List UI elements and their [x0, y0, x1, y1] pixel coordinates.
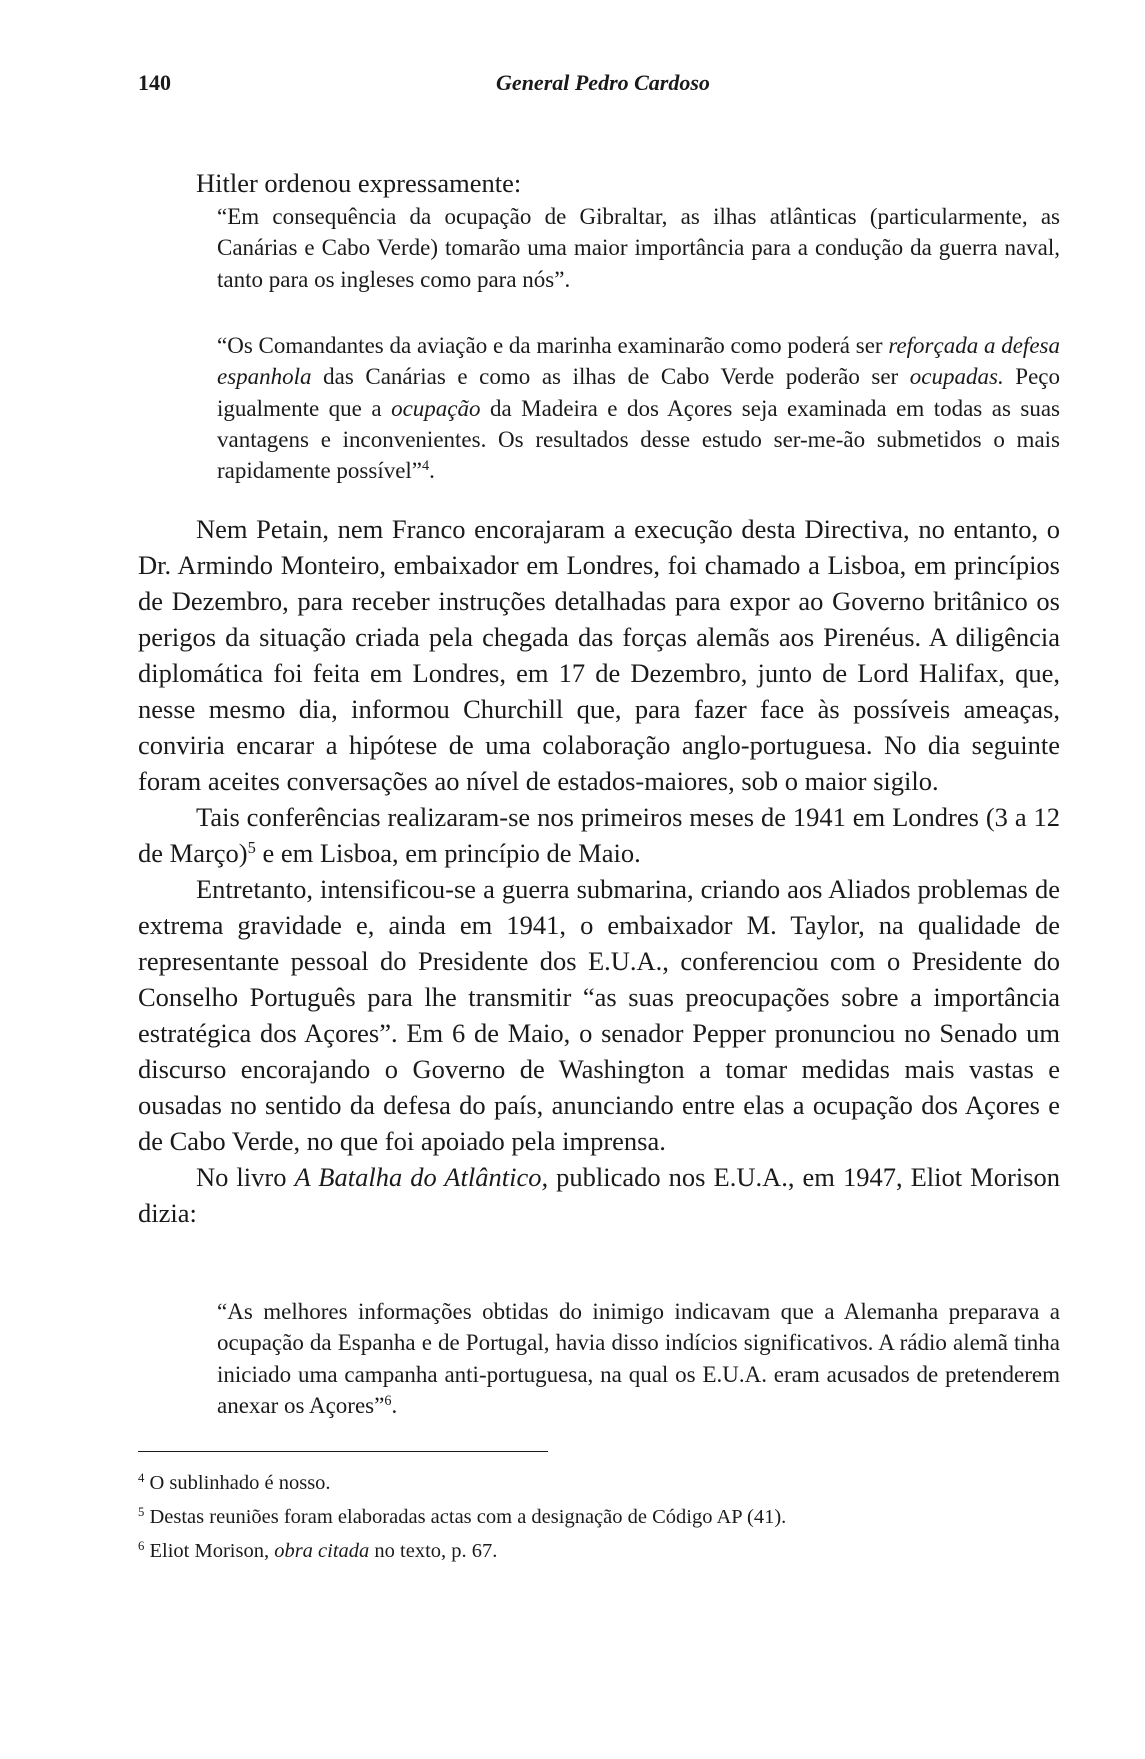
footnote-5: $^5$ Destas reuniões foram elaboradas actas com a designação de Código AP (41). — [138, 1505, 787, 1528]
paragraph-submarine-war: Entretanto, intensificou-se a guerra submarina, criando aos Aliados problemas de extrema gravidade e, ainda em 1941, o embaixador M. Taylor, na qualidade de representante pessoal do Presidente dos E.U.A., conferenciou com o Presidente do Conselho Português para lhe transmitir “as suas preocupações sobre a importância estratégica dos Açores”. Em 6 de Maio, o senador Pepper pronunciou no Senado um discurso encorajando o Governo de Washington a tomar medidas mais vastas e ousadas no sentido da defesa do país, anunciando entre elas a ocupação dos Açores e de Cabo Verde, no que foi apoiado pela imprensa. — [138, 874, 1060, 1156]
quote-gibraltar: “Em consequência da ocupação de Gibraltar, as ilhas atlânticas (particularmente, as Canárias e Cabo Verde) tomarão uma maior importância para a condução da guerra naval, tanto para os ingleses como para nós”. — [217, 204, 1060, 292]
page-number: 140 — [138, 70, 171, 95]
intro-paragraph: Hitler ordenou expressamente: — [196, 168, 522, 198]
running-title: General Pedro Cardoso — [496, 70, 710, 95]
paragraph-morison: No livro A Batalha do Atlântico, publicado nos E.U.A., em 1947, Eliot Morison dizia: — [138, 1162, 1060, 1228]
running-head — [138, 70, 1068, 106]
paragraph-petain-franco: Nem Petain, nem Franco encorajaram a execução desta Directiva, no entanto, o Dr. Armindo Monteiro, embaixador em Londres, foi chamado a Lisboa, em princípios de Dezembro, para receber instruções detalhadas para expor ao Governo britânico os perigos da situação criada pela chegada das forças alemãs aos Pirenéus. A diligência diplomática foi feita em Londres, em 17 de Dezembro, junto de Lord Halifax, que, nesse mesmo dia, informou Churchill que, para fazer face às possíveis ameaças, conviria encarar a hipótese de uma colaboração anglo-portuguesa. No dia seguinte foram aceites conversações ao nível de estados-maiores, sob o maior sigilo. — [138, 514, 1060, 796]
footnote-6: $^6$ Eliot Morison, obra citada no texto, p. 67. — [138, 1539, 498, 1562]
footnote-ref-4: 4 — [422, 458, 430, 475]
quote-commanders: “Os Comandantes da aviação e da marinha examinarão como poderá ser reforçada a defesa espanhola das Canárias e como as ilhas de Cabo Verde poderão ser ocupadas. Peço igualmente que a ocupação da Madeira e dos Açores seja examinada em todas as suas vantagens e inconvenientes. Os resultados desse estudo ser-me-ão submetidos o mais rapidamente possível”$^4$. — [217, 333, 1061, 484]
main-text — [138, 511, 1060, 1231]
paragraph-conferences: Tais conferências realizaram-se nos primeiros meses de 1941 em Londres (3 a 12 de Março)$^5$ e em Lisboa, em princípio de Maio. — [138, 802, 1060, 868]
footnotes — [138, 1466, 1060, 1568]
footnote-4: $^4$ O sublinhado é nosso. — [138, 1471, 331, 1494]
footnote-ref-5: 5 — [247, 837, 256, 857]
footnote-ref-6: 6 — [384, 1393, 392, 1410]
footnote-divider — [138, 1451, 548, 1452]
quote-morison: “As melhores informações obtidas do inimigo indicavam que a Alemanha preparava a ocupação da Espanha e de Portugal, havia disso indícios significativos. A rádio alemã tinha iniciado uma campanha anti-portuguesa, na qual os E.U.A. eram acusados de pretenderem anexar os Açores”$^6$. — [217, 1299, 1060, 1418]
